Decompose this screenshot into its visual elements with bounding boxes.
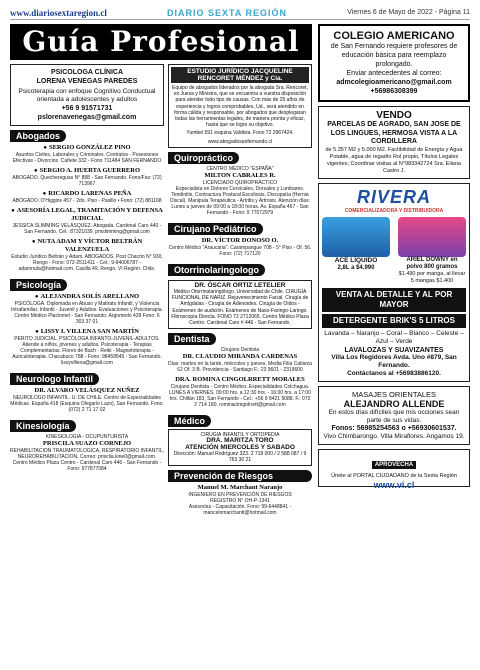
otorrino-ad (168, 280, 312, 329)
medico-name: DRA. MARITZA TORO (206, 437, 274, 445)
psicologa-clinica-ad (10, 64, 164, 126)
colegio-line1: de San Fernando requiere profesores de educación básica para reemplazo prolongado. (330, 43, 458, 68)
rivera-contact: Contáctanos al +56983886120. (347, 369, 441, 377)
site-url[interactable]: www.diariosextaregion.cl (10, 7, 107, 18)
kine-title: KINESIOLOGIA - OCUPUNTURISTA (45, 434, 129, 440)
rivera-sale1: VENTA AL DETALLE Y AL POR MAYOR (322, 288, 466, 312)
rivera-lavalozas: LAVALOZAS Y SUAVIZANTES (344, 346, 444, 354)
estudio-juridico-ad (168, 64, 312, 148)
guide-right (168, 64, 312, 519)
rivera-address: Villa Los Regidores Avda. Uno #879, San Fernando. (331, 353, 457, 369)
psi-email[interactable]: pslorenavenegas@gmail.com (37, 114, 137, 121)
juridico-desc: Equipo de abogados liderados por la abogada Sra. Rencoret, ex Jueza y Ministra, que se encuentra a vuestra disposición para atender todo tipo de causas. Con más de 25 años de experiencia y logros comprobables, Ud., será atendido en forma cálida y responsable, por abogados que desplegaran todas las herramientas legales, de manera pronta y eficaz, hasta que se logre su objetivo. (172, 85, 308, 129)
vendo-detail: de 5.357 M2 y 5.000 M2. Factibilidad de Energía y Agua Potable, agua de regadío Rol propio, Títulos Legales vigentes; Coordinar visitas al N°983342724 Sra. Eliana Castro J. (325, 146, 463, 174)
quiro-center: CENTRO MÉDICO "ESPAÑA" (206, 165, 274, 172)
psi-desc: Psicoterapia con enfoque Cognitivo Conductual orientada a adolescentes y adultos (18, 88, 156, 103)
person-icon: ● (42, 191, 47, 197)
abogado-detail: JESSICA SLIMMING VELÁSQUEZ. Abogada. Cardenal Caro 440 - San Fernando. Cel.: 87321039. pmslimming@gmail.com (12, 223, 162, 235)
detergent-bottle-icon (322, 217, 390, 257)
portal-ad (318, 449, 470, 490)
colegio-phone: +56986308399 (370, 88, 418, 95)
medico-detail: Dirección: Manuel Rodríguez 323. 2 718 000 / 2 588 087 / 9 763 30 21 (173, 450, 307, 464)
juridico-contact: Yumbel 591 esquina Valdivia. Fono 72 2967424. (186, 130, 294, 137)
abogado-name: SERGIO GONZÁLEZ PINO (48, 144, 131, 151)
prev-detail: Asesorías - Capacitación. Fono: 99-6448841 - mancelomarchantt@hotmail.com (188, 504, 292, 517)
section-psicologia: Psicología (10, 279, 67, 291)
dentista-detail: Cirujano Dentista - Centro Médico. Especialidades Colchagua. LUNES A VIERNES. 09:00 hrs. a 12:30 hrs. - 16:00 hrs. a 17:00 hrs. Chillán 183, San Fernando - Cel.: +56 9 8421 9088. F.: 072 2 714 180. rominacimgolrrett@gmail.com (169, 384, 311, 409)
kine-name: PRISCILA SUAZO CORNEJO (42, 440, 132, 447)
prod1-price: 2,8L a $4.990 (337, 264, 375, 271)
abogado-detail: ABOGADO. Quechereguas N° 888 - San Fernando. Fono/Fax: (72) 713967 (12, 175, 162, 187)
masajes-ad (318, 386, 470, 445)
prev-name: Manuel M. Marchant Naranjo (197, 484, 283, 492)
juridico-title: ESTUDIO JURÍDICO JACQUELINE RENCORET MÉNDEZ y Cía. (171, 67, 309, 83)
abogado-name: SERGIO A. HUERTA GUERRERO (39, 167, 141, 174)
medico-attention: ATENCIÓN MIERCOLES Y SABADO (185, 443, 295, 451)
dentista-name: DR. CLAUDIO MIRANDA CARDENAS (182, 353, 298, 361)
psicologo-name: ALEJANDRA SOLÍS ARELLANO (40, 293, 140, 300)
prod1-name: ACE LÍQUIDO (334, 256, 378, 264)
neurologo-detail: NEUROLOGO INFANTIL. U. DE CHILE. Centro de Especialidades Médicas. España 418 (Esquina Olegario Lazo), San Fernando. Fono: (072) 2 71 17 02 (10, 395, 164, 413)
section-cirujano: Cirujano Pediátrico (168, 223, 263, 235)
masajes-addr: Vivo Chimbarongo. Villa Miraflores. Angamos 19. (323, 432, 465, 440)
abogado-name: RICARDO LARENAS PEÑA (48, 190, 132, 197)
person-icon: ● (31, 239, 36, 245)
masajes-t2: ALEJANDRO ALLENDE (343, 398, 445, 409)
quiro-title: LICENCIADO QUIROPRÁCTICO (202, 179, 278, 186)
vendo-ad (318, 106, 470, 179)
prev-title: INGENIERO EN PREVENCIÓN DE RIESGOS (188, 492, 292, 499)
section-prevencion: Prevención de Riesgos (168, 470, 312, 482)
cirujano-name: DR. VÍCTOR DONOSO O. (201, 236, 279, 244)
colegio-email[interactable]: admcolegioamericano@gmail.com (336, 79, 452, 86)
otorrino-name: DR. ÓSCAR ORTIZ LETELIER (194, 281, 286, 289)
abogado-detail: ABOGADO. O'Higgins 457 - 2do. Piso - Pasillo • Fono: (72) 881168 (12, 198, 162, 204)
psi-title2: LORENA VENEGAS PAREDES (36, 78, 138, 85)
person-icon: ● (33, 168, 38, 174)
juridico-web[interactable]: www.abogadosanfernando.cl (207, 138, 273, 145)
rivera-ad (318, 183, 470, 382)
person-icon: ● (35, 329, 39, 335)
guide-left (10, 64, 164, 519)
abogado-name: NUTA ADAM Y VÍCTOR BELTRÁN VALENZUELA (37, 238, 143, 253)
quiro-name: MILTON CABRALES R. (204, 171, 276, 179)
quiro-detail: Especialista en Dolores Cervicales, Dorsales y Lumbares. Tendinitis, Contractura Postural Escoliosis, Discopatía (Hernia Discal). Manipula Terapéutica - Artritis y Artrosis. Atención días: Lunes a jueves de 09:00 a 18:00 horas. Av. España 467 - San Fernando - Fono: 9 77072979 (170, 185, 310, 216)
guide-column (10, 24, 312, 519)
rivera-logosub: COMERCIALIZADORA Y DISTRIBUIDORA (344, 207, 444, 214)
product-ariel (398, 217, 466, 285)
section-abogados: Abogados (10, 130, 66, 142)
vendo-line1: PARCELAS DE AGRADO, SAN JOSE DE LOS LINGUES, HERMOSA VISTA A LA CORDILLERA (327, 121, 461, 145)
person-icon: ● (34, 294, 39, 300)
rivera-sale2: DETERGENTE BRIK'S 5 LITROS (322, 314, 466, 328)
masajes-phones: Fonos: 56985254563 o +56930601537. (331, 424, 457, 432)
masajes-t1: MASAJES ORIENTALES (351, 389, 437, 399)
dentista-name: DRA. ROMINA CINGOLRRETT MORALES (175, 376, 305, 384)
section-neurologo: Neurologo Infantil (10, 373, 99, 385)
page-header (10, 6, 470, 20)
neurologo-name: DR. ALVARO VELÁSQUEZ NUÑEZ (34, 387, 140, 394)
medico-title: CIRUGIA INFANTIL Y ORTOPEDIA (200, 432, 280, 439)
section-medico: Médico (168, 415, 211, 427)
psicologo-name: LISSY I. VILLENA SAN MARTÍN (40, 328, 139, 335)
psicologo-detail: PSICÓLOGA. Diplomada en Abuso y Maltrato Infantil, y Violencia Intrafamiliar. Infantil - Juvenil y Adultos. Evaluaciones y Psicoterapia. Centro Médico Placiomel - San Fernando. Argomedo 428 Fono: 6 303 37 01 (11, 301, 163, 325)
prod2-name: ARIEL DOWNY en polvo 800 gramos (406, 256, 458, 270)
kine-detail: REHABILITACION TRAUMATOLOGICA, RESPIRATORIO INFANTIL, NEUROREHABILITACION. Correo: priscila.kine0@gmail.com. Centro Médico Plaza Centro - Cardenal Caro 446 - San Fernando - Fono: 977877084 (10, 448, 164, 472)
prod2-price: $1.490 por manga, al llevar 5 mangas $1.400 (398, 270, 466, 284)
person-icon: ● (43, 145, 47, 151)
psi-phone: +56 9 91571731 (61, 105, 113, 112)
psi-title1: PSICOLOGA CLÍNICA (50, 69, 124, 76)
medico-ad (168, 429, 312, 466)
section-dentista: Dentista (168, 333, 216, 345)
prev-reg: REGISTRO N° OH-P-1341 (210, 498, 270, 505)
portal-badge: APROVECHA (372, 461, 416, 469)
section-otorrino: Otorrinolaringologo (168, 264, 265, 276)
paper-name: DIARIO SEXTA REGIÓN (167, 7, 288, 18)
cirujano-detail: Centro Médico "Araucaria". Carampangue 708 - 5° Piso - Of. 56. Fono: (72) 717120 (168, 244, 312, 257)
dentista-detail: Días: martes en la tarde, miércoles y jueves. Media Filia Cabieza 62 Of. 3 B. Providencia - Santiago F.: 23 9601 - 2319600 (168, 361, 312, 374)
psicologo-detail: PERITO JUDICIAL. PSICÓLOGA INFANTO-JUVENIL-ADULTOS. Atiende a niños, jóvenes y adultos. Psicoterapia - Terapias Complementarias. Flores de Bach - Reiki - Magnetoterapia - Auriculoterapia. Chacabuco 788 - Fono: 98459545 - San Fernando. lissyvillena@gmail.com (12, 336, 162, 366)
section-quiropractico: Quiropráctico (168, 152, 239, 164)
rivera-aromas: Lavanda – Naranjo – Coral – Blanco – Celeste – Azul – Verde (324, 329, 464, 345)
product-ace (322, 217, 390, 285)
colegio-title: COLEGIO AMERICANO (333, 30, 455, 42)
section-kinesiologia: Kinesiología (10, 420, 76, 432)
portal-url[interactable]: www.vi.cl (373, 479, 415, 490)
colegio-ad (318, 24, 470, 102)
abogado-name: ASESORÍA LEGAL, TRAMITACIÓN Y DEFENSA JUDICIAL (16, 207, 163, 222)
vendo-title: VENDO (376, 110, 412, 121)
abogado-detail: Estudio Jurídico Beltrán y Adam. ABOGADOS. Post Chacón N° 930, Rengo - Fono: 072-2511411 - Cel.: 9-94006787 - adamnuta@hotmail.com. Casilla 49, Rengo. VI Región. Chile. (11, 254, 163, 272)
colegio-line2: Enviar antecedentes al correo: (346, 70, 442, 77)
person-icon: ● (11, 208, 15, 214)
portal-text: Únete al PORTAL CIUDADANO de la Sexta Región (331, 472, 457, 479)
otorrino-detail: Médico Otorrinolaringólogo. Universidad de Chile. CIRUGÍA FUNCIONAL DE NARIZ. Rejuvenecimiento Facial. Cirugía de Amígdalas - Cirugía de Adenoides. Cirugía de Oídos - Exámenes de audición. Exámenes de Naso-Faringo-Laringo. Fibroscopía Directa. FONO 72 2712065. Centro Médico Plaza Centro. Cardenal Caro # 446 - San Fernando. (171, 289, 309, 327)
guide-banner: Guía Profesional (10, 24, 312, 60)
detergent-bag-icon (398, 217, 466, 257)
dentista-center: Cirujano Dentista (220, 347, 260, 354)
ads-column (318, 24, 470, 519)
abogado-detail: Asuntos Civiles, Laborales y Criminales. Contratos - Posesiones Efectivas - Divorcios. Cañete 332 - Fono 711484 SAN FERNANDO (12, 152, 162, 164)
masajes-p1: En estos días difíciles que mis occiones sean parte de sus vidas. (328, 408, 460, 424)
rivera-logo: RIVERA (356, 186, 431, 207)
page-date: Viernes 6 de Mayo de 2022 - Página 11 (347, 9, 470, 16)
